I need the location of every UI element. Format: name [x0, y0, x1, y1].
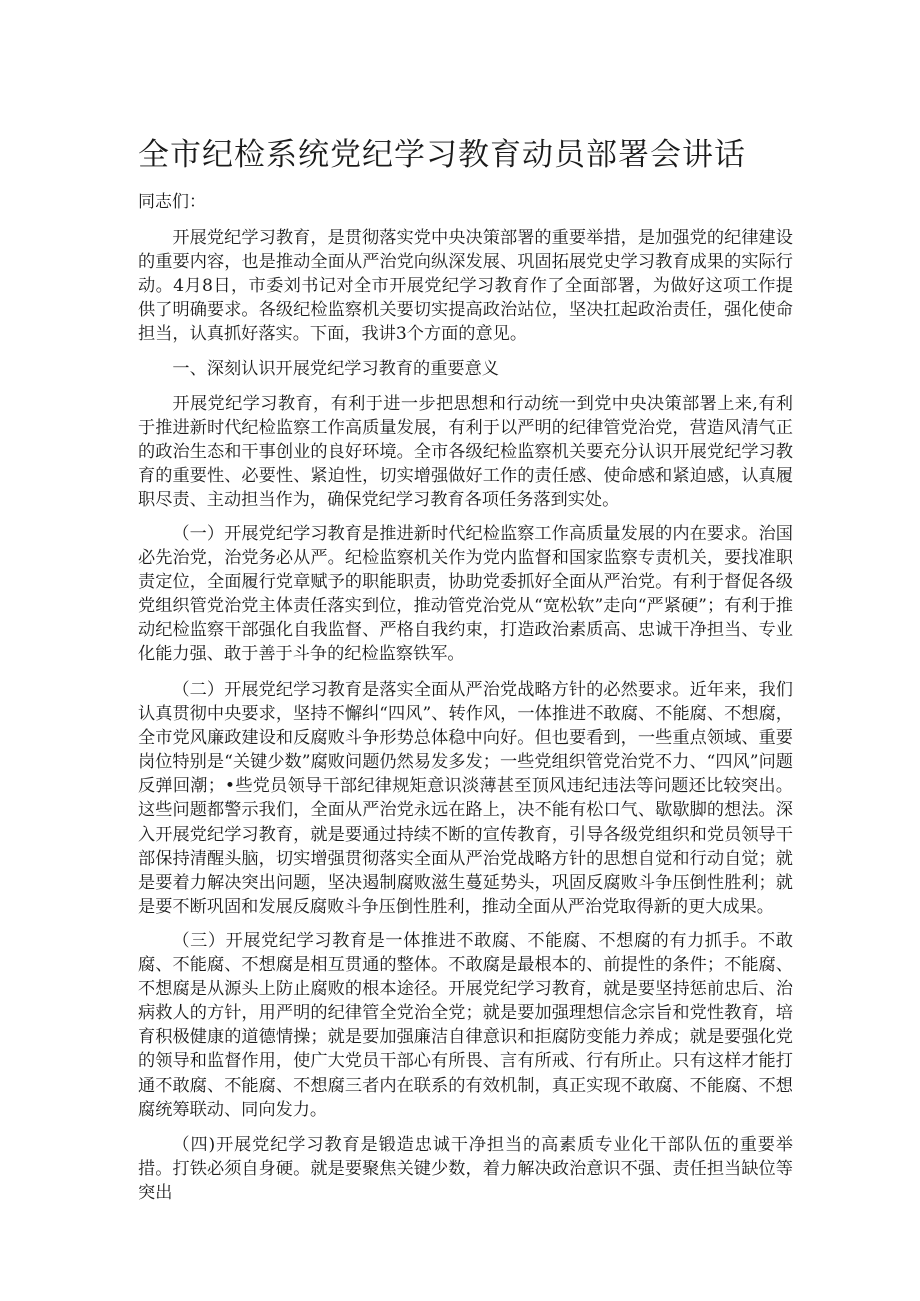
- intro-paragraph: 开展党纪学习教育，是贯彻落实党中央决策部署的重要举措，是加强党的纪律建设的重要内容，也是推动全面从严治党向纵深发展、巩固拓展党史学习教育成果的实际行动。4月8日，市委刘书记对全市开展党纪学习教育作了全面部署，为做好这项工作提供了明确要求。各级纪检监察机关要切实提高政治站位，坚决扛起政治责任，强化使命担当，认真抓好落实。下面，我讲3个方面的意见。: [138, 228, 793, 345]
- section-1-paragraph: 开展党纪学习教育，有利于进一步把思想和行动统一到党中央决策部署上来,有利于推进新时代纪检监察工作高质量发展，有利于以严明的纪律管党治党，营造风清气正的政治生态和干事创业的良好环境。全市各级纪检监察机关要充分认识开展党纪学习教育的重要性、必要性、紧迫性，切实增强做好工作的责任感、使命感和紧迫感，认真履职尽责、主动担当作为，确保党纪学习教育各项任务落到实处。: [138, 394, 793, 511]
- subsection-3-paragraph: （三）开展党纪学习教育是一体推进不敢腐、不能腐、不想腐的有力抓手。不敢腐、不能腐、不想腐是相互贯通的整体。不敢腐是最根本的、前提性的条件；不能腐、不想腐是从源头上防止腐败的根本途径。开展党纪学习教育，就是要坚持惩前忠后、治病救人的方针，用严明的纪律管全党治全党；就是要加强理想信念宗旨和党性教育，培育积极健康的道德情操；就是要加强廉洁自律意识和拒腐防变能力养成；就是要强化党的领导和监督作用，使广大党员干部心有所畏、言有所戒、行有所止。只有这样才能打通不敢腐、不能腐、不想腐三者内在联系的有效机制，真正实现不敢腐、不能腐、不想腐统筹联动、同向发力。: [138, 931, 793, 1120]
- subsection-1-paragraph: （一）开展党纪学习教育是推进新时代纪检监察工作高质量发展的内在要求。治国必先治党，治党务必从严。纪检监察机关作为党内监督和国家监察专责机关，要找准职责定位，全面履行党章赋予的职能职责，协助党委抓好全面从严治党。有利于督促各级党组织管党治党主体责任落实到位，推动管党治党从“宽松软”走向“严紧硬”；有利于推动纪检监察干部强化自我监督、严格自我约束，打造政治素质高、忠诚干净担当、专业化能力强、敢于善于斗争的纪检监察铁军。: [138, 524, 793, 665]
- subsection-2-paragraph: （二）开展党纪学习教育是落实全面从严治党战略方针的必然要求。近年来，我们认真贯彻中央要求，坚持不懈纠“四风”、转作风，一体推进不敢腐、不能腐、不想腐，全市党风廉政建设和反腐败斗争形势总体稳中向好。但也要看到，一些重点领域、重要岗位特别是“关键少数”腐败问题仍然易发多发；一些党组织管党治党不力、“四风”问题反弹回潮；•些党员领导干部纪律规矩意识淡薄甚至顶风违纪违法等问题还比较突出。这些问题都警示我们，全面从严治党永远在路上，决不能有松口气、歇歇脚的想法。深入开展党纪学习教育，就是要通过持续不断的宣传教育，引导各级党组织和党员领导干部保持清醒头脑，切实增强贯彻落实全面从严治党战略方针的思想自觉和行动自觉；就是要着力解决突出问题，坚决遏制腐败滋生蔓延势头，巩固反腐败斗争压倒性胜利；就是要不断巩固和发展反腐败斗争压倒性胜利，推动全面从严治党取得新的更大成果。: [138, 680, 793, 917]
- subsection-4-paragraph: （四)开展党纪学习教育是锻造忠诚干净担当的高素质专业化干部队伍的重要举措。打铁必须自身硬。就是要聚焦关键少数，着力解决政治意识不强、责任担当缺位等突出: [138, 1135, 793, 1204]
- document-title: 全市纪检系统党纪学习教育动员部署会讲话: [138, 137, 746, 173]
- salutation: 同志们：: [138, 192, 206, 212]
- section-heading-1: 一、深刻认识开展党纪学习教育的重要意义: [172, 359, 499, 379]
